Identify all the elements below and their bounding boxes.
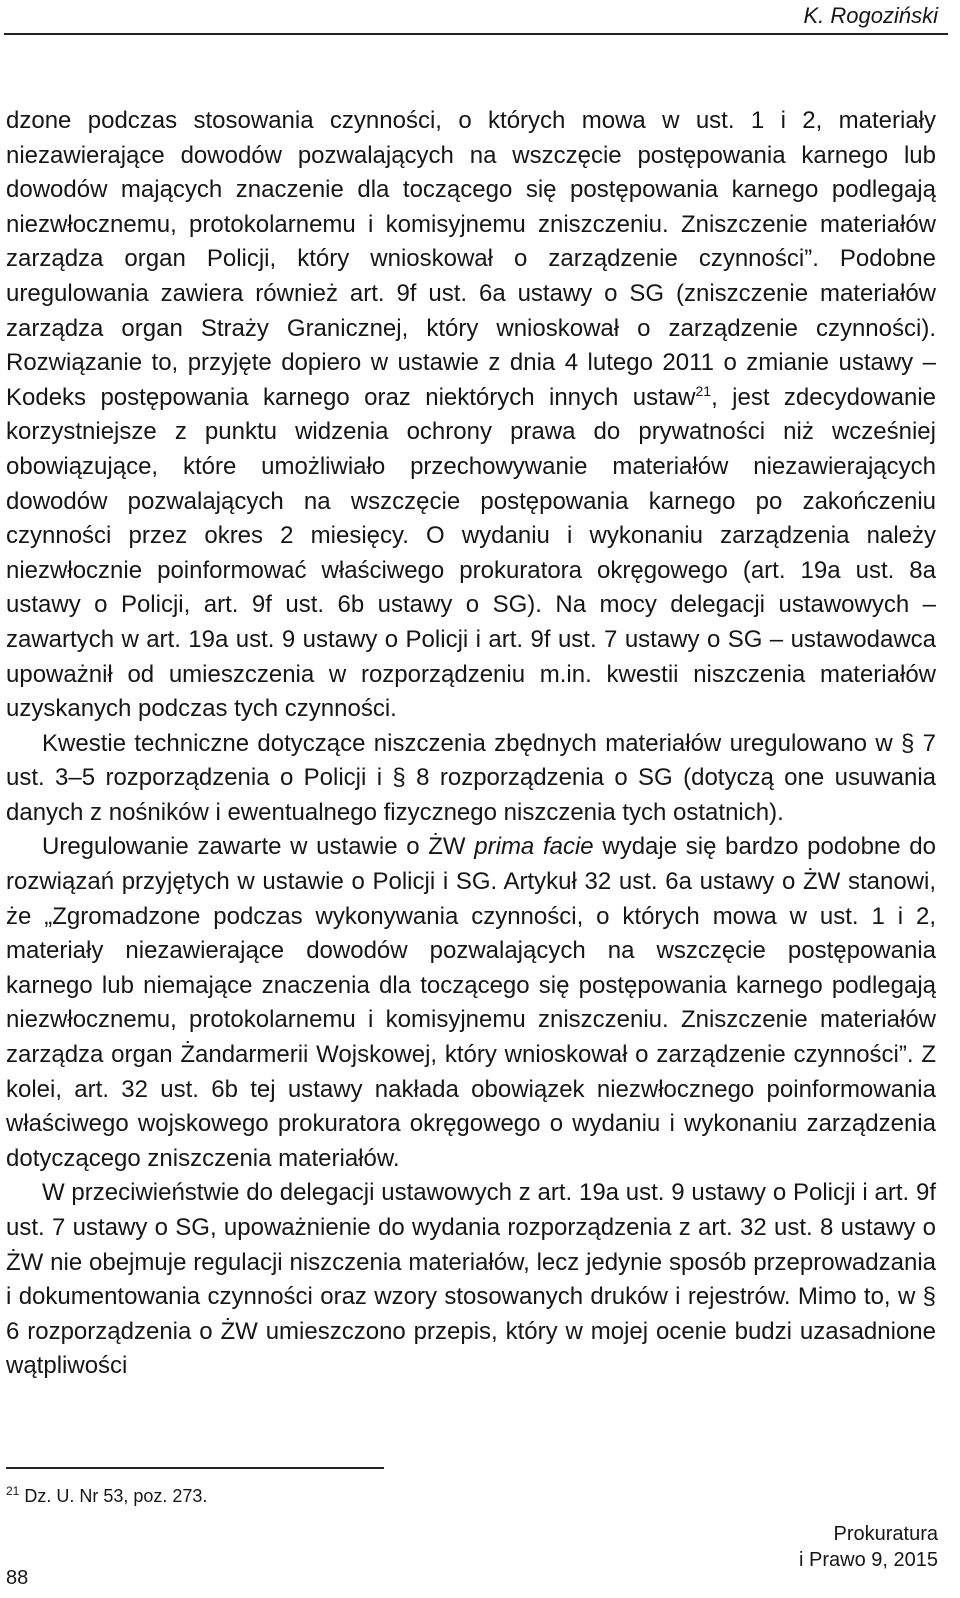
header-rule (4, 33, 948, 35)
journal-title: Prokuratura (833, 1523, 938, 1545)
body-text (6, 104, 936, 1384)
page-number: 88 (6, 1567, 29, 1589)
journal-info (799, 1521, 938, 1573)
footnote-reference: 21 (695, 382, 712, 399)
paragraph-1-text-b: , jest zdecydowanie korzystniejsze z punktu widzenia ochrony prawa do prywatności niż wcześniej obowiązujące, które umożliwiało przechowywanie materiałów niezawierających dowodów pozwalających na wszczęcie postępowania karnego po zakończeniu czynności przez okres 2 miesięcy. O wydaniu i wykonaniu zarządzenia należy niezwłocznie poinformować właściwego prokuratora okręgowego (art. 19a ust. 8a ustawy o Policji, art. 9f ust. 6b ustawy o SG). Na mocy delegacji ustawowych – zawartych w art. 19a ust. 9 ustawy o Policji i art. 9f ust. 7 ustawy o SG – ustawodawca upoważnił od umieszczenia w rozporządzeniu m.in. kwestii niszczenia materiałów uzyskanych podczas tych czynności. (6, 383, 936, 723)
paragraph-3-text-a: Uregulowanie zawarte w ustawie o ŻW (42, 833, 475, 861)
paragraph-4: W przeciwieństwie do delegacji ustawowych z art. 19a ust. 9 ustawy o Policji i art. 9f ust. 7 ustawy o SG, upoważnienie do wydania rozporządzenia z art. 32 ust. 8 ustawy o ŻW nie obejmuje regulacji niszczenia materiałów, lecz jedynie sposób przeprowadzania i dokumentowania czynności oraz wzory stosowanych druków i rejestrów. Mimo to, w § 6 rozporządzenia o ŻW umieszczono przepis, który w mojej ocenie budzi uzasadnione wątpliwości (6, 1179, 936, 1380)
paragraph-3-italic: prima facie (474, 833, 594, 861)
paragraph-1 (6, 104, 936, 727)
paragraph-1-text-a: dzone podczas stosowania czynności, o których mowa w ust. 1 i 2, materiały niezawierające dowodów pozwalających na wszczęcie postępowania karnego lub dowodów mających znaczenie dla toczącego się postępowania karnego podlegają niezwłocznemu, protokolarnemu i komisyjnemu zniszczeniu. Zniszczenie materiałów zarządza organ Policji, który wnioskował o zarządzenie czynności”. Podobne uregulowania zawiera również art. 9f ust. 6a ustawy o SG (zniszczenie materiałów zarządza organ Straży Granicznej, który wnioskował o zarządzenie czynności). Rozwiązanie to, przyjęte dopiero w ustawie z dnia 4 lutego 2011 o zmianie ustawy – Kodeks postępowania karnego oraz niektórych innych ustaw (6, 107, 936, 411)
footnote-number: 21 (6, 1484, 20, 1498)
footnote (6, 1484, 207, 1508)
paragraph-3-text-b: wydaje się bardzo podobne do rozwiązań przyjętych w ustawie o Policji i SG. Artykuł 32 ust. 6a ustawy o ŻW stanowi, że „Zgromadzone podczas wykonywania czynności, o których mowa w ust. 1 i 2, materiały niezawierające dowodów pozwalających na wszczęcie postępowania karnego lub niemające znaczenia dla toczącego się postępowania karnego podlegają niezwłocznemu, protokolarnemu i komisyjnemu zniszczeniu. Zniszczenie materiałów zarządza organ Żandarmerii Wojskowej, który wnioskował o zarządzenie czynności”. Z kolei, art. 32 ust. 6b tej ustawy nakłada obowiązek niezwłocznego poinformowania właściwego wojskowego prokuratora okręgowego o wydaniu i wykonaniu zarządzenia dotyczącego zniszczenia materiałów. (6, 833, 936, 1172)
paragraph-2: Kwestie techniczne dotyczące niszczenia zbędnych materiałów uregulowano w § 7 ust. 3–5 rozporządzenia o Policji i § 8 rozporządzenia o SG (dotyczą one usuwania danych z nośników i ewentualnego fizycznego niszczenia tych ostatnich). (6, 729, 936, 826)
journal-issue: i Prawo 9, 2015 (799, 1549, 938, 1571)
footnote-rule (6, 1467, 384, 1469)
running-head: K. Rogoziński (803, 3, 938, 28)
footnote-text: Dz. U. Nr 53, poz. 273. (19, 1486, 208, 1506)
paragraph-3 (6, 830, 936, 1176)
